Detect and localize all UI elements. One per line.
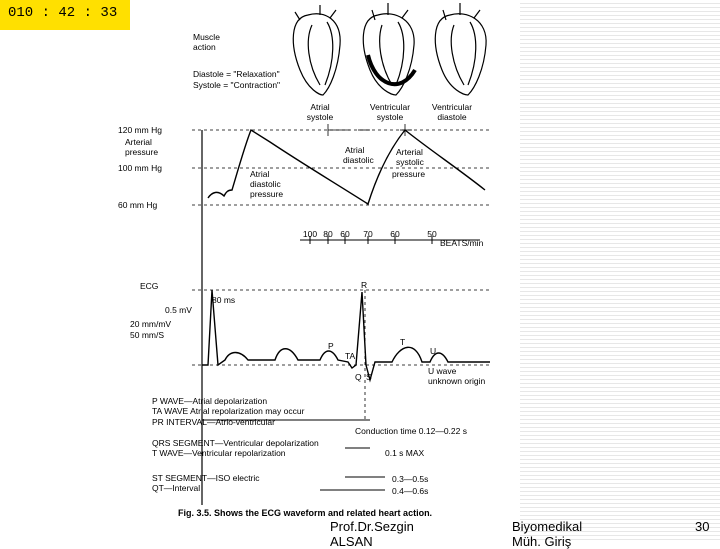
arterial-systolic-label-2: systolic [396, 157, 424, 167]
legend-ta-wave: TA WAVE Atrial repolarization may occur [152, 406, 305, 416]
legend-qt-interval: QT—Interval [152, 483, 201, 493]
legend-conduction-time: Conduction time 0.12—0.22 s [355, 426, 467, 436]
rate-tick-5: 60 [390, 229, 400, 239]
ecg-scale-1: 20 mm/mV [130, 319, 172, 329]
slide-background-stripes [520, 0, 720, 540]
rate-unit-label: BEATS/min [440, 238, 484, 248]
ecg-Q-label: Q [355, 372, 362, 382]
ecg-P-label: P [328, 341, 334, 351]
heart-atrial-systole-icon [293, 5, 340, 95]
ecg-diagram [118, 0, 520, 540]
footer-author: Prof.Dr.Sezgin ALSAN [330, 519, 414, 549]
pressure-60-label: 60 mm Hg [118, 200, 158, 210]
legend-st-segment: ST SEGMENT—ISO electric [152, 473, 260, 483]
heart-ventricular-systole-icon [363, 3, 415, 95]
atrial-diastolic-label-1: Atrial [250, 169, 270, 179]
ecg-05mv-label: 0.5 mV [165, 305, 192, 315]
ecg-S-label: S [366, 372, 372, 382]
legend-t-wave: T WAVE—Ventricular repolarization [152, 448, 286, 458]
arterial-systolic-label-1: Arterial [396, 147, 423, 157]
legend-pr-interval: PR INTERVAL—Atrio-ventricular [152, 417, 275, 427]
arterial-systolic-label-3: pressure [392, 169, 426, 179]
heart-label-atrial: Atrial [310, 102, 330, 112]
rate-tick-1: 100 [302, 229, 318, 239]
left-margin [0, 0, 130, 540]
rate-tick-2: 80 [323, 229, 333, 239]
pressure-label: pressure [125, 147, 159, 157]
heart-label-ventricular-2: Ventricular [431, 102, 473, 112]
footer-page-number: 30 [695, 519, 710, 534]
pressure-100-label: 100 mm Hg [118, 163, 162, 173]
heart-label-ventricular-systole: systole [376, 112, 404, 122]
u-wave-origin-label: unknown origin [428, 376, 486, 386]
ecg-R-label: R [361, 280, 368, 290]
atrial-diastolic-label-3: pressure [250, 189, 284, 199]
pressure-grid [192, 130, 490, 205]
u-wave-label: U wave [428, 366, 457, 376]
footer-course: Biyomedikal Müh. Giriş [512, 519, 583, 549]
rate-tick-6: 50 [427, 229, 437, 239]
heart-label-atrial-systole: systole [306, 112, 334, 122]
ecg-label: ECG [140, 281, 159, 291]
ecg-U-label: U [430, 346, 437, 356]
arterial-label: Arterial [125, 137, 152, 147]
ecg-80ms-label: 80 ms [212, 295, 236, 305]
diastole-definition: Diastole = "Relaxation" [193, 69, 280, 79]
muscle-action-label-1: Muscle [193, 32, 220, 42]
muscle-action-label-2: action [193, 42, 216, 52]
ecg-scale-2: 50 mm/S [130, 330, 165, 340]
systole-definition: Systole = "Contraction" [193, 80, 281, 90]
pressure-120-label: 120 mm Hg [118, 125, 162, 135]
ecg-TA-label: TA [345, 351, 356, 361]
heart-label-ventricular: Ventricular [369, 102, 411, 112]
legend-qt-range: 0.4—0.6s [392, 486, 429, 496]
atrial-diastolic-mid-2: diastolic [343, 155, 374, 165]
legend-qrs: QRS SEGMENT—Ventricular depolarization [152, 438, 319, 448]
ecg-figure [118, 0, 520, 540]
figure-caption: Fig. 3.5. Shows the ECG waveform and related heart action. [178, 508, 433, 518]
atrial-diastolic-mid-1: Atrial [345, 145, 365, 155]
rate-tick-4: 70 [363, 229, 373, 239]
heart-label-ventricular-diastole: diastole [437, 112, 467, 122]
legend-p-wave: P WAVE—Atrial depolarization [152, 396, 268, 406]
legend-st-range: 0.3—0.5s [392, 474, 429, 484]
legend-qrs-max: 0.1 s MAX [385, 448, 425, 458]
atrial-diastolic-label-2: diastolic [250, 179, 281, 189]
timer-display: 010 : 42 : 33 [0, 0, 130, 30]
ecg-T-label: T [400, 337, 406, 347]
rate-tick-3: 60 [340, 229, 350, 239]
phase-arrows [328, 124, 412, 136]
heart-ventricular-diastole-icon [435, 3, 486, 95]
